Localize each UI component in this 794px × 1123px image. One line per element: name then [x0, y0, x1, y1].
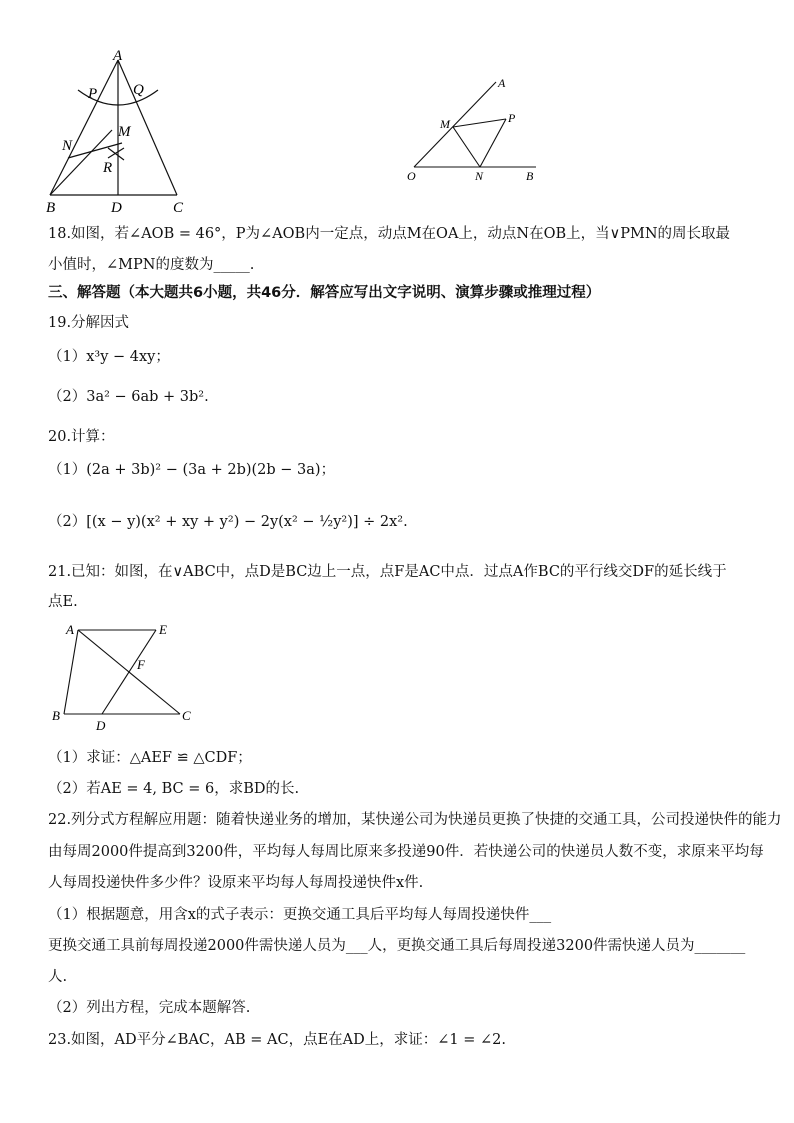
- segment-ab: [64, 630, 78, 714]
- ray-oa: [414, 82, 496, 167]
- label-q: Q: [133, 82, 144, 98]
- figure-quadrilateral-aedc: [48, 618, 208, 732]
- figure-angle-aob-pmn: [400, 72, 550, 188]
- label-c: C: [173, 200, 184, 216]
- q22-line2: 由每周2000件提高到3200件，平均每人每周比原来多投递90件．若快递公司的快递员人数不变，求原来平均每: [48, 844, 764, 860]
- label-m: M: [118, 124, 131, 140]
- arc-r-cross: [108, 148, 124, 160]
- label-p: P: [88, 86, 98, 102]
- q22-part1: （1）根据题意，用含x的式子表示：更换交通工具后平均每人每周投递快件___: [48, 907, 552, 923]
- label-a: A: [498, 76, 506, 90]
- q19-title: 19.分解因式: [48, 315, 130, 331]
- q21-part2: （2）若AE = 4, BC = 6，求BD的长.: [48, 781, 300, 797]
- label-f: F: [137, 657, 145, 672]
- label-a: A: [113, 48, 123, 64]
- label-a: A: [66, 622, 74, 637]
- segment-mp: [453, 119, 506, 127]
- q21-line2: 点E.: [48, 594, 78, 610]
- segment-nr: [68, 143, 122, 158]
- label-o: O: [407, 169, 416, 183]
- label-d: D: [111, 200, 122, 216]
- q22-part1-cont: 更换交通工具前每周投递2000件需快递人员为___人，更换交通工具后每周投递3200件需快递人员为_______: [48, 938, 746, 954]
- q18-line2: 小值时，∠MPN的度数为_____.: [48, 257, 255, 273]
- label-b: B: [526, 169, 534, 183]
- q22-part1-end: 人.: [48, 969, 68, 985]
- label-b: B: [46, 200, 56, 216]
- q20-part1: （1）(2a + 3b)² − (3a + 2b)(2b − 3a)；: [48, 462, 336, 478]
- q23-line1: 23.如图，AD平分∠BAC，AB = AC，点E在AD上，求证：∠1 = ∠2.: [48, 1032, 506, 1048]
- q22-line1: 22.列分式方程解应用题：随着快递业务的增加，某快递公司为快递员更换了快捷的交通工具，公司投递快件的能力: [48, 812, 782, 828]
- section-title: 三、解答题（本大题共6小题，共46分．解答应写出文字说明、演算步骤或推理过程）: [48, 285, 601, 301]
- q19-part1: （1）x³y − 4xy；: [48, 349, 170, 365]
- q19-part2: （2）3a² − 6ab + 3b².: [48, 389, 209, 405]
- q21-part1: （1）求证：△AEF ≌ △CDF；: [48, 750, 252, 766]
- q21-line1: 21.已知：如图，在∨ABC中，点D是BC边上一点，点F是AC中点．过点A作BC的平行线交DF的延长线于: [48, 564, 727, 580]
- label-b: B: [52, 708, 60, 723]
- label-r: R: [103, 160, 113, 176]
- q20-part2: （2）[(x − y)(x² + xy + y²) − 2y(x² − ½y²)] ÷ 2x².: [48, 514, 408, 530]
- q18-line1: 18.如图，若∠AOB = 46°，P为∠AOB内一定点，动点M在OA上，动点N在OB上，当∨PMN的周长取最: [48, 226, 731, 242]
- q22-line3: 人每周投递快件多少件？设原来平均每人每周投递快件x件.: [48, 875, 424, 891]
- segment-pn: [480, 119, 506, 167]
- q20-title: 20.计算：: [48, 429, 115, 445]
- segment-mn: [453, 127, 480, 167]
- label-n: N: [475, 169, 484, 183]
- label-m: M: [440, 117, 450, 131]
- figure-triangle-abc-construction: [40, 48, 200, 216]
- label-c: C: [182, 708, 191, 723]
- label-d: D: [96, 718, 106, 732]
- q22-part2: （2）列出方程，完成本题解答.: [48, 1000, 251, 1016]
- label-n: N: [62, 138, 73, 154]
- label-e: E: [159, 622, 167, 637]
- segment-ed: [102, 630, 156, 714]
- label-p: P: [508, 111, 516, 125]
